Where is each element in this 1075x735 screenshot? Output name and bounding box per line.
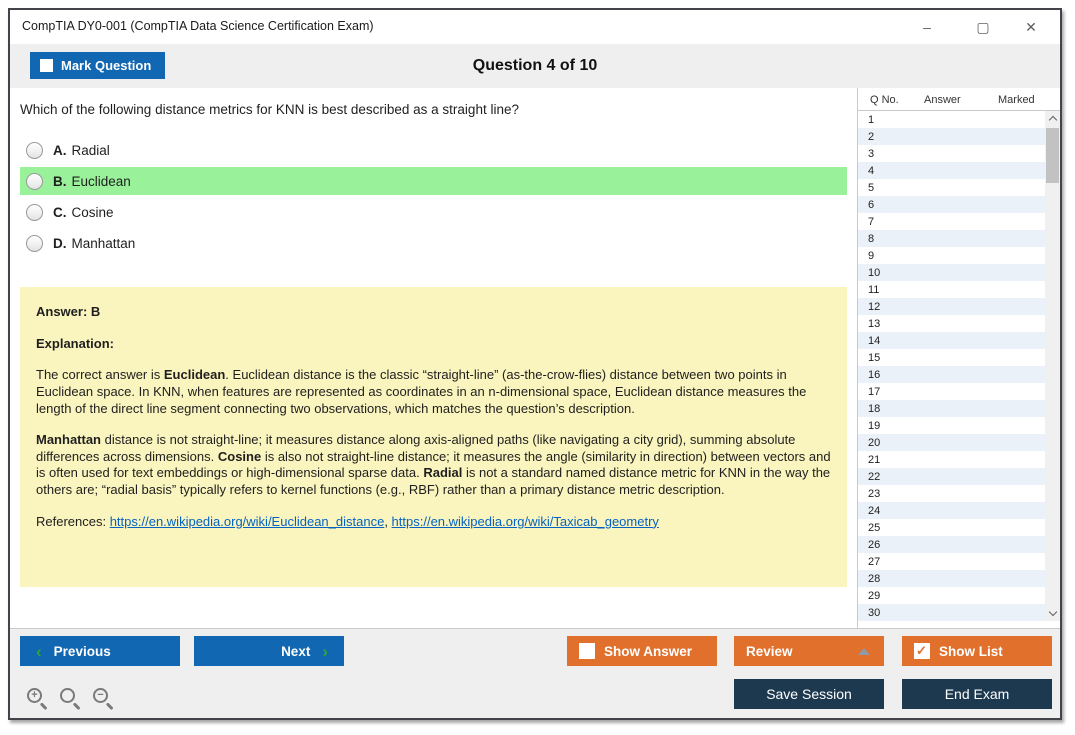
question-number: 16 (868, 368, 881, 381)
option-letter: D. (53, 235, 67, 251)
chevron-left-icon: ‹ (36, 641, 42, 661)
question-list-row[interactable] (858, 230, 1046, 247)
option-d[interactable] (20, 229, 847, 257)
save-session-button[interactable] (734, 679, 884, 709)
show-list-button[interactable] (902, 636, 1052, 666)
p2-text: is also not straight-line distance; it measures the angle (similarity in direction) between vectors and is often used for text embeddings or high-dimensional sparse data. (36, 448, 831, 481)
question-counter: Question 4 of 10 (472, 57, 598, 74)
minimize-icon[interactable]: – (923, 19, 931, 35)
question-list-row[interactable] (858, 366, 1046, 383)
p1-text: The correct answer is (36, 367, 164, 383)
explanation-heading: Explanation: (36, 335, 115, 351)
scrollbar[interactable] (1045, 111, 1060, 621)
option-label: Euclidean (71, 173, 131, 189)
mark-question-button[interactable] (30, 52, 165, 79)
question-number: 15 (868, 351, 881, 364)
question-list-row[interactable] (858, 315, 1046, 332)
question-number: 10 (868, 266, 881, 279)
question-list-row[interactable] (858, 298, 1046, 315)
end-exam-label: End Exam (944, 686, 1010, 702)
column-header-qno: Q No. (870, 94, 899, 106)
question-list-row[interactable] (858, 179, 1046, 196)
option-label: Radial (71, 142, 110, 158)
next-button[interactable] (194, 636, 344, 666)
references-separator: , (384, 513, 392, 529)
question-list (858, 111, 1046, 621)
question-number: 18 (868, 402, 881, 415)
question-list-row[interactable] (858, 196, 1046, 213)
question-list-row[interactable] (858, 417, 1046, 434)
question-number: 19 (868, 419, 881, 432)
option-label: Manhattan (71, 235, 136, 251)
explanation-paragraph-2 (36, 432, 831, 499)
question-number: 8 (868, 232, 875, 245)
zoom-controls (26, 687, 116, 711)
column-header-marked: Marked (998, 94, 1035, 106)
option-letter: C. (53, 204, 67, 220)
p2-text: distance is not straight-line; it measures distance along axis-aligned paths (like navigating a city grid), summing absolute differences across dimensions. (36, 432, 796, 464)
reference-link-taxicab[interactable]: https://en.wikipedia.org/wiki/Taxicab_geometry (391, 513, 659, 529)
question-number: 20 (868, 436, 881, 449)
question-list-row[interactable] (858, 247, 1046, 264)
show-answer-label: Show Answer (604, 643, 693, 659)
question-number: 17 (868, 385, 881, 398)
scrollbar-thumb[interactable] (1046, 128, 1059, 183)
question-list-row[interactable] (858, 519, 1046, 536)
radio-icon[interactable] (26, 142, 43, 159)
question-list-row[interactable] (858, 145, 1046, 162)
question-list-row[interactable] (858, 111, 1046, 128)
references-line (36, 514, 831, 531)
radio-icon[interactable] (26, 204, 43, 221)
question-panel (10, 88, 857, 628)
scroll-down-icon[interactable] (1045, 606, 1060, 621)
radio-icon[interactable] (26, 235, 43, 252)
p2-text: is not a standard named distance metric for KNN in the way the others are; “radial basis” typically refers to kernel functions (e.g., RBF) rather than a primary distance metric description. (36, 465, 831, 497)
question-list-row[interactable] (858, 485, 1046, 502)
zoom-in-icon[interactable]: + (26, 687, 50, 711)
question-list-row[interactable] (858, 604, 1046, 621)
show-answer-button[interactable] (567, 636, 717, 666)
maximize-icon[interactable]: ▢ (976, 19, 990, 35)
option-c[interactable] (20, 198, 847, 226)
question-number: 12 (868, 300, 881, 313)
question-number: 24 (868, 504, 881, 517)
p1-text: . Euclidean distance is the classic “straight-line” (as-the-crow-flies) distance between two points in Euclidean space. In KNN, when features are represented as coordinates in an n-dimensional space, Euclidean distance measures the length of the direct line segment connecting two observations, which matches the question’s description. (36, 367, 807, 416)
question-list-row[interactable] (858, 332, 1046, 349)
window-title: CompTIA DY0-001 (CompTIA Data Science Certification Exam) (22, 19, 374, 33)
question-list-row[interactable] (858, 213, 1046, 230)
question-list-row[interactable] (858, 570, 1046, 587)
question-number: 26 (868, 538, 881, 551)
p2-bold: Manhattan (36, 432, 101, 448)
review-label: Review (746, 643, 793, 659)
explanation-paragraph-1 (36, 367, 831, 417)
question-number: 11 (868, 283, 880, 296)
review-dropdown-button[interactable] (734, 636, 884, 666)
question-list-row[interactable] (858, 264, 1046, 281)
question-text: Which of the following distance metrics for KNN is best described as a straight line? (20, 102, 519, 117)
question-number: 30 (868, 606, 881, 619)
option-b[interactable] (20, 167, 847, 195)
header-bar (10, 44, 1060, 88)
question-list-row[interactable] (858, 468, 1046, 485)
column-header-answer: Answer (924, 94, 961, 106)
explanation-box (20, 287, 847, 587)
question-list-row[interactable] (858, 451, 1046, 468)
question-list-row[interactable] (858, 349, 1046, 366)
question-list-row[interactable] (858, 587, 1046, 604)
next-label: Next (281, 643, 311, 659)
question-number: 1 (868, 113, 875, 126)
scroll-up-icon[interactable] (1045, 111, 1060, 126)
question-list-sidebar (857, 88, 1060, 628)
show-list-checkbox-icon[interactable] (914, 643, 930, 659)
question-list-row[interactable] (858, 553, 1046, 570)
question-number: 21 (868, 453, 881, 466)
question-number: 3 (868, 147, 875, 160)
question-number: 13 (868, 317, 881, 330)
references-label: References: (36, 513, 110, 529)
radio-icon[interactable] (26, 173, 43, 190)
question-number: 29 (868, 589, 881, 602)
save-session-label: Save Session (766, 686, 852, 702)
option-a[interactable] (20, 136, 847, 164)
previous-button[interactable] (20, 636, 180, 666)
zoom-reset-icon[interactable] (59, 687, 83, 711)
question-list-row[interactable] (858, 162, 1046, 179)
show-answer-checkbox-icon[interactable] (579, 643, 595, 659)
question-number: 25 (868, 521, 881, 534)
option-label: Cosine (71, 204, 114, 220)
show-list-label: Show List (939, 643, 1003, 659)
caret-up-icon (858, 648, 870, 655)
chevron-right-icon: › (322, 641, 328, 661)
question-number: 2 (868, 130, 875, 143)
question-number: 4 (868, 164, 875, 177)
p1-bold: Euclidean (163, 367, 226, 383)
question-list-header (858, 88, 1060, 111)
previous-label: Previous (53, 643, 111, 659)
question-number: 7 (868, 215, 875, 228)
title-bar (10, 10, 1060, 44)
p2-bold: Cosine (217, 448, 262, 464)
question-list-row[interactable] (858, 434, 1046, 451)
question-list-row[interactable] (858, 536, 1046, 553)
option-letter: A. (53, 142, 67, 158)
question-number: 27 (868, 555, 881, 568)
question-list-row[interactable] (858, 502, 1046, 519)
answer-line: Answer: B (36, 304, 101, 319)
options-list (20, 136, 847, 260)
question-number: 9 (868, 249, 875, 262)
question-number: 23 (868, 487, 881, 500)
question-list-row[interactable] (858, 128, 1046, 145)
question-number: 5 (868, 181, 875, 194)
footer-bar (10, 628, 1060, 718)
end-exam-button[interactable] (902, 679, 1052, 709)
option-letter: B. (53, 173, 67, 189)
p2-bold: Radial (423, 465, 463, 481)
question-list-row[interactable] (858, 383, 1046, 400)
mark-question-checkbox-icon[interactable] (40, 59, 53, 72)
question-list-row[interactable] (858, 281, 1046, 298)
mark-question-label: Mark Question (61, 58, 152, 73)
app-window (8, 8, 1062, 720)
question-list-row[interactable] (858, 400, 1046, 417)
question-number: 28 (868, 572, 881, 585)
question-number: 6 (868, 198, 875, 211)
close-icon[interactable]: ✕ (1025, 19, 1037, 35)
zoom-out-icon[interactable]: − (92, 687, 116, 711)
question-number: 14 (868, 334, 881, 347)
question-number: 22 (868, 470, 881, 483)
reference-link-euclidean[interactable]: https://en.wikipedia.org/wiki/Euclidean_distance (109, 513, 385, 529)
